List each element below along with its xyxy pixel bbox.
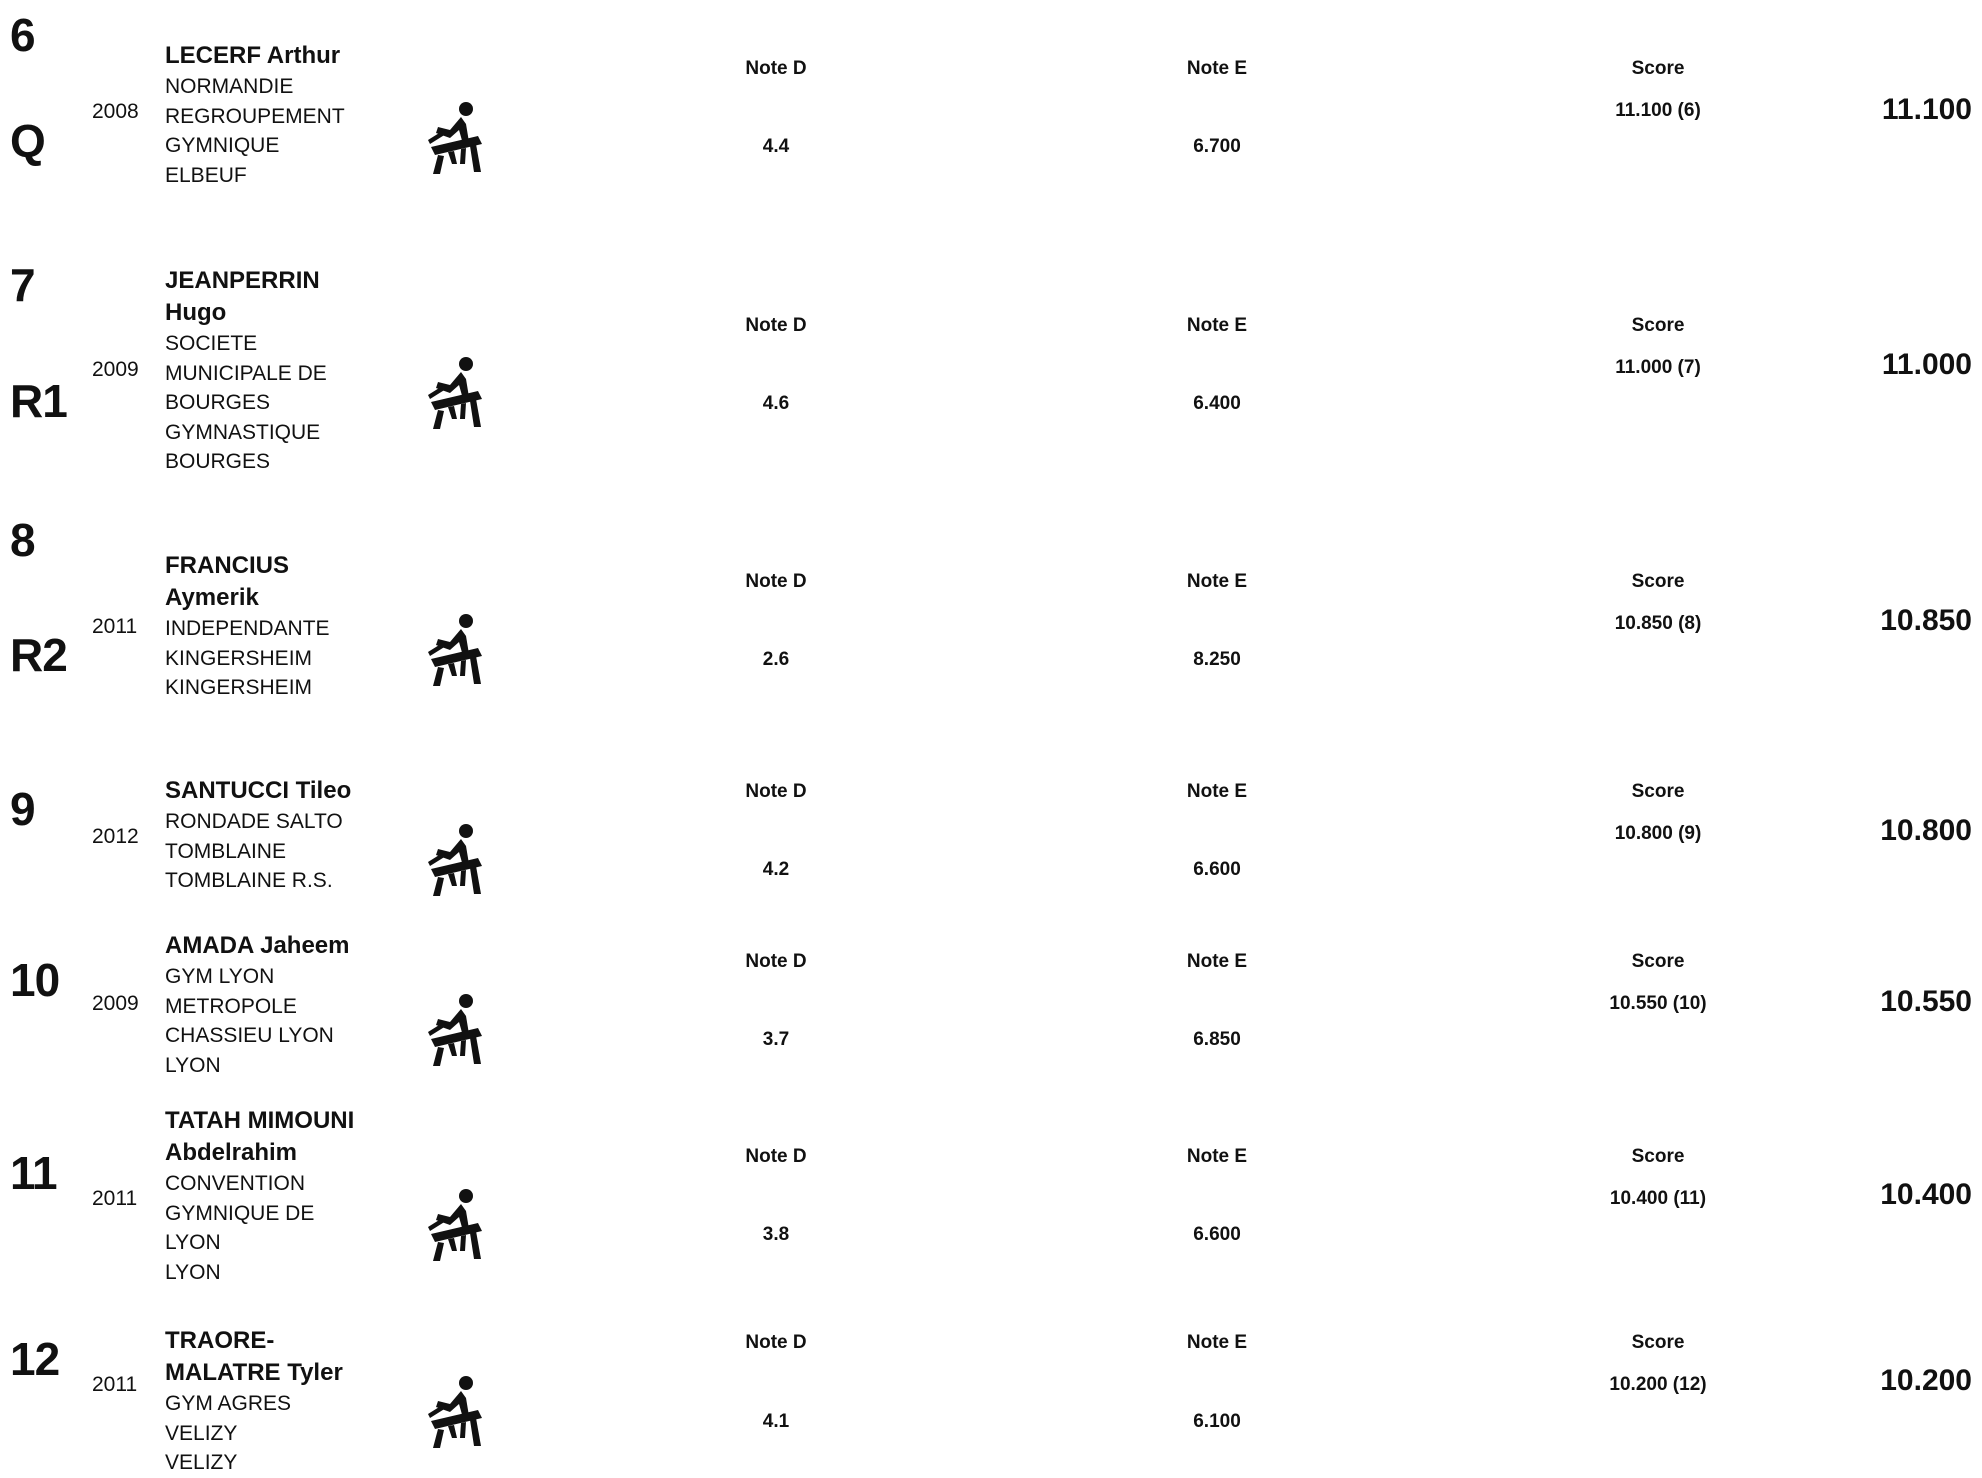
total-score: 10.800 (1880, 814, 1972, 847)
club-line: GYMNIQUE DE (165, 1201, 315, 1225)
total-score: 10.200 (1880, 1364, 1972, 1397)
rank-number: 9 (10, 783, 35, 835)
club-line: REGROUPEMENT (165, 104, 345, 128)
note-e-value: 6.100 (1193, 1411, 1241, 1432)
athlete-block (165, 1325, 355, 1478)
pommel-horse-icon (428, 612, 486, 686)
note-d-value: 4.2 (762, 859, 790, 880)
birth-year: 2009 (92, 358, 139, 381)
club-line: BOURGES (165, 391, 271, 414)
score-with-rank: 10.850 (8) (1614, 613, 1702, 634)
athlete-name: SANTUCCI Tileo (165, 777, 352, 804)
athlete-name: Abdelrahim (165, 1139, 298, 1166)
athlete-block (165, 775, 355, 896)
birth-year: 2011 (92, 1187, 138, 1210)
note-d-value: 4.1 (762, 1411, 790, 1432)
athlete-block (165, 40, 355, 190)
club-line: VELIZY (165, 1451, 238, 1474)
birth-year: 2008 (92, 100, 139, 123)
club-line: LYON (165, 1231, 221, 1254)
score-with-rank: 10.550 (10) (1609, 993, 1707, 1014)
rank-number: 10 (10, 954, 60, 1006)
score-with-rank: 10.200 (12) (1609, 1374, 1707, 1395)
athlete-block (165, 265, 355, 477)
athlete-name: Aymerik (165, 584, 259, 611)
score-label: Score (1631, 951, 1685, 972)
total-score: 10.550 (1880, 985, 1972, 1018)
qualification-code: R2 (10, 629, 67, 681)
note-e-label: Note E (1186, 58, 1248, 79)
score-label: Score (1631, 58, 1685, 79)
score-with-rank: 10.800 (9) (1614, 823, 1702, 844)
score-label: Score (1631, 315, 1685, 336)
club-line: GYMNIQUE (165, 134, 280, 157)
birth-year: 2012 (92, 825, 139, 848)
club-line: INDEPENDANTE (165, 617, 330, 640)
club-line: GYM AGRES VELIZY (165, 1392, 292, 1445)
athlete-block (165, 1105, 355, 1287)
score-with-rank: 11.100 (6) (1615, 100, 1701, 121)
club-line: ELBEUF (165, 163, 247, 187)
rank-number: 8 (10, 514, 35, 566)
club-line: GYMNASTIQUE (165, 420, 321, 444)
club-line: TOMBLAINE R.S. (165, 869, 333, 892)
note-e-value: 6.600 (1193, 859, 1241, 880)
note-d-value: 3.7 (762, 1029, 790, 1050)
club-line: TOMBLAINE (165, 839, 286, 863)
note-e-label: Note E (1186, 315, 1248, 336)
note-e-label: Note E (1186, 1332, 1248, 1353)
note-e-label: Note E (1186, 951, 1248, 972)
athlete-name: TATAH MIMOUNI (165, 1107, 355, 1134)
club-line: METROPOLE (165, 994, 297, 1018)
score-label: Score (1631, 1332, 1685, 1353)
total-score: 11.100 (1881, 93, 1972, 126)
score-label: Score (1631, 1146, 1685, 1167)
club-line: BOURGES (165, 450, 271, 473)
pommel-horse-icon (428, 822, 486, 896)
note-e-value: 6.700 (1193, 136, 1241, 157)
club-line: NORMANDIE (165, 75, 294, 98)
club-line: CONVENTION (165, 1172, 306, 1195)
birth-year: 2009 (92, 992, 139, 1015)
qualification-code: R1 (10, 375, 67, 427)
note-d-label: Note D (745, 571, 807, 592)
rank-number: 7 (10, 259, 35, 311)
athlete-name: TRAORE- (165, 1327, 275, 1354)
note-e-label: Note E (1186, 571, 1248, 592)
athlete-name: MALATRE Tyler (165, 1359, 343, 1386)
club-line: GYM LYON (165, 965, 275, 988)
qualification-code: Q (10, 115, 45, 167)
club-line: KINGERSHEIM (165, 676, 313, 699)
club-line: KINGERSHEIM (165, 646, 313, 670)
club-line: RONDADE SALTO (165, 810, 343, 833)
rank-number: 11 (10, 1147, 57, 1199)
athlete-block (165, 550, 355, 703)
note-e-value: 8.250 (1193, 649, 1241, 670)
note-e-label: Note E (1186, 781, 1248, 802)
rank-number: 12 (10, 1333, 60, 1385)
score-label: Score (1631, 781, 1685, 802)
note-d-label: Note D (745, 951, 807, 972)
club-line: CHASSIEU LYON (165, 1024, 334, 1047)
pommel-horse-icon (428, 1374, 486, 1448)
note-d-label: Note D (745, 781, 807, 802)
pommel-horse-icon (428, 100, 486, 174)
athlete-block (165, 930, 355, 1080)
note-d-label: Note D (745, 1332, 807, 1353)
note-d-value: 4.4 (762, 136, 790, 157)
note-d-label: Note D (745, 315, 807, 336)
pommel-horse-icon (428, 992, 486, 1066)
note-d-label: Note D (745, 1146, 807, 1167)
total-score: 11.000 (1881, 348, 1972, 381)
score-with-rank: 11.000 (7) (1615, 357, 1701, 378)
athlete-name: FRANCIUS (165, 552, 289, 579)
score-with-rank: 10.400 (11) (1609, 1188, 1707, 1209)
note-d-value: 2.6 (762, 649, 790, 670)
rank-number: 6 (10, 9, 35, 61)
total-score: 10.400 (1880, 1178, 1972, 1211)
note-e-value: 6.850 (1193, 1029, 1241, 1050)
note-d-value: 4.6 (762, 393, 790, 414)
note-d-label: Note D (745, 58, 807, 79)
total-score: 10.850 (1880, 604, 1972, 637)
pommel-horse-icon (428, 355, 486, 429)
club-line: SOCIETE (165, 332, 258, 355)
athlete-name: LECERF Arthur (165, 42, 341, 69)
note-e-value: 6.600 (1193, 1224, 1241, 1245)
athlete-name: Hugo (165, 299, 227, 326)
note-e-label: Note E (1186, 1146, 1248, 1167)
note-d-value: 3.8 (762, 1224, 790, 1245)
birth-year: 2011 (92, 1373, 138, 1396)
club-line: MUNICIPALE DE (165, 361, 327, 385)
athlete-name: AMADA Jaheem (165, 932, 350, 959)
pommel-horse-icon (428, 1187, 486, 1261)
note-e-value: 6.400 (1193, 393, 1241, 414)
club-line: LYON (165, 1260, 221, 1284)
score-label: Score (1631, 571, 1685, 592)
birth-year: 2011 (92, 615, 138, 638)
athlete-name: JEANPERRIN (165, 267, 320, 294)
club-line: LYON (165, 1053, 221, 1077)
